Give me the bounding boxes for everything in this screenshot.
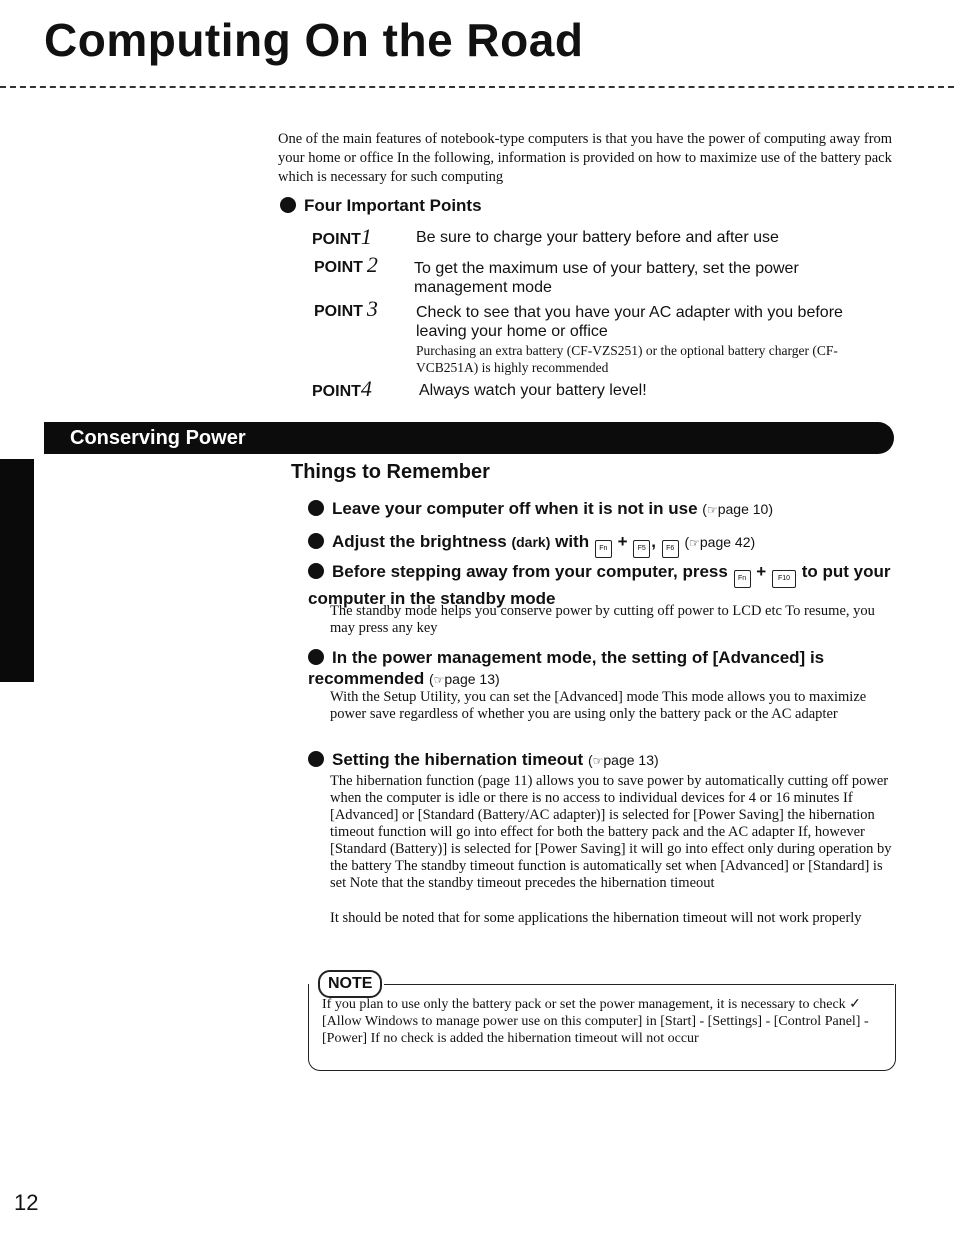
pointer-hand-icon: ☞ — [433, 673, 445, 687]
point-3-label — [314, 296, 378, 322]
page-ref-text: page 42) — [699, 534, 756, 550]
point-number: 1 — [360, 224, 372, 249]
page-reference: (☞page 10) — [702, 501, 774, 517]
remember-item-5 — [308, 749, 898, 772]
page-ref-text: page 13) — [603, 752, 659, 768]
remember-item-5-body-2: It should be noted that for some applications the hibernation timeout will not work properly — [330, 910, 862, 926]
remember-item-5-heading: Setting the hibernation timeout — [332, 750, 584, 769]
title-divider — [0, 86, 954, 88]
note-top-rule — [384, 984, 894, 985]
point-2-label — [314, 252, 378, 278]
point-3-text: Check to see that you have your AC adapter with you before leaving your home or office — [416, 304, 843, 340]
point-2-text: To get the maximum use of your battery, set the power management mode — [414, 260, 799, 296]
chapter-side-tab — [0, 459, 34, 682]
bullet-icon — [280, 197, 296, 213]
remember-item-5-body: The hibernation function (page 11) allows you to save power by automatically cutting off power when the computer is idle or there is no access to individual devices for 4 or 16 minutes If [Advanced] or [Standard (Battery/AC adapter)] is selected for [Power Saving] the hibernation timeout function will go into effect for both the battery pack and the AC adapter If, however [Standard (Battery)] is selected for [Power Saving] it will go into effect only during operation by the battery The standby timeout function is automatically set when [Advanced] or [Standard] is set Note that the standby timeout precedes the hibernation timeout — [330, 773, 892, 891]
bullet-icon — [308, 751, 324, 767]
page-reference: (☞page 13) — [587, 752, 659, 768]
note-text: If you plan to use only the battery pack or set the power management, it is necessary to check ✓ [Allow Windows to manage power use on this computer] in [Start] - [Settings] - [Control Panel] - [Power] If no check is added the hibernation timeout will not occur — [322, 997, 869, 1046]
plus-sign: + — [756, 562, 767, 581]
remember-item-4-body: With the Setup Utility, you can set the [Advanced] mode This mode allows you to maximize power save regardless of whether you are using only the battery pack or the AC adapter — [330, 689, 867, 722]
point-label: POINT — [314, 303, 363, 320]
note-badge: NOTE — [318, 970, 382, 998]
remember-item-3-heading-cont: to put your computer in the standby mode — [308, 562, 891, 608]
things-to-remember-heading: Things to Remember — [291, 461, 490, 483]
section-banner-title: Conserving Power — [70, 427, 246, 449]
remember-item-4 — [308, 647, 898, 691]
remember-item-3-heading: Before stepping away from your computer, press — [332, 562, 728, 581]
pointer-hand-icon: ☞ — [592, 754, 604, 768]
point-1-label — [312, 224, 372, 250]
point-number: 2 — [366, 252, 378, 277]
point-number: 4 — [360, 376, 372, 401]
bullet-icon — [308, 649, 324, 665]
four-points-heading-text: Four Important Points — [304, 196, 482, 215]
remember-item-1-heading: Leave your computer off when it is not in use — [332, 499, 698, 518]
remember-item-2 — [308, 531, 898, 558]
point-label: POINT — [312, 231, 361, 248]
pointer-hand-icon: ☞ — [689, 536, 700, 550]
point-1-text: Be sure to charge your battery before and after use — [416, 229, 779, 246]
pointer-hand-icon: ☞ — [706, 503, 718, 517]
point-label: POINT — [312, 383, 361, 400]
dark-label: (dark) — [511, 534, 551, 550]
remember-item-2-heading: Adjust the brightness — [332, 532, 507, 551]
page-ref-text: page 13) — [444, 671, 500, 687]
f6-key-icon: F6 — [662, 540, 679, 558]
fn-key-icon: Fn — [734, 570, 751, 588]
f5-key-icon: F5 — [633, 540, 650, 558]
comma-sign: , — [651, 532, 656, 551]
bullet-icon — [308, 500, 324, 516]
with-label: with — [555, 532, 590, 551]
point-4-text: Always watch your battery level! — [419, 382, 647, 399]
page-ref-text: page 10) — [717, 501, 774, 517]
page-reference: (☞page 13) — [428, 671, 500, 687]
intro-paragraph: One of the main features of notebook-type computers is that you have the power of computing away from your home or office In the following, information is provided on how to maximize use of the battery pack which is necessary for such computing — [278, 131, 893, 185]
f10-key-icon: F10 — [772, 570, 796, 588]
four-points-heading — [280, 196, 482, 216]
page-reference: (☞page 42) — [684, 534, 756, 550]
point-number: 3 — [366, 296, 378, 321]
point-label: POINT — [314, 259, 363, 276]
remember-item-1 — [308, 498, 898, 521]
fn-key-icon: Fn — [595, 540, 612, 558]
page-title: Computing On the Road — [44, 14, 584, 66]
remember-item-4-heading: In the power management mode, the setting of [Advanced] is recommended — [308, 648, 825, 688]
plus-sign: + — [617, 532, 628, 551]
bullet-icon — [308, 533, 324, 549]
point-4-label — [312, 376, 372, 402]
bullet-icon — [308, 563, 324, 579]
page-number: 12 — [14, 1190, 39, 1215]
point-3-subtext: Purchasing an extra battery (CF-VZS251) or the optional battery charger (CF-VCB251A) is highly recommended — [416, 343, 838, 375]
remember-item-3-body: The standby mode helps you conserve power by cutting off power to LCD etc To resume, you may press any key — [330, 603, 875, 636]
remember-item-3 — [308, 561, 898, 609]
